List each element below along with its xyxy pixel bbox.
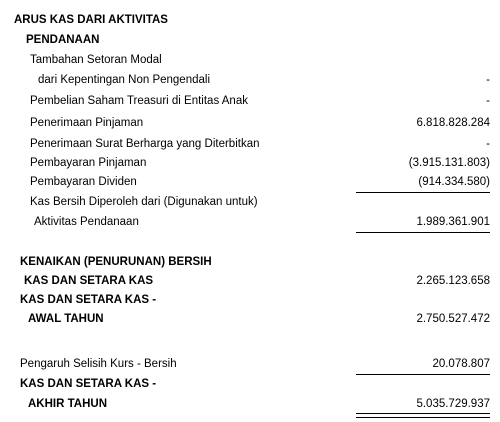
row-label: Pembelian Saham Treasuri di Entitas Anak xyxy=(30,95,248,107)
net-change-row xyxy=(0,273,500,289)
row-label: Kas Bersih Diperoleh dari (Digunakan untuk) xyxy=(30,196,258,208)
table-row xyxy=(0,174,500,190)
row-label: Pembayaran Pinjaman xyxy=(30,157,147,169)
row-value: (3.915.131.803) xyxy=(408,157,490,169)
fx-rule xyxy=(356,374,490,375)
grand-total-double-rule xyxy=(356,413,490,418)
ending-value: 5.035.729.937 xyxy=(416,398,490,410)
table-row xyxy=(0,93,500,109)
subsection-title xyxy=(0,32,500,48)
row-label: Penerimaan Surat Berharga yang Diterbitkan xyxy=(30,138,260,150)
table-row xyxy=(0,194,500,210)
table-row xyxy=(0,115,500,131)
table-row xyxy=(0,136,500,152)
net-change-value: 2.265.123.658 xyxy=(416,275,490,287)
fx-effect-value: 20.078.807 xyxy=(432,358,490,370)
fx-effect-row xyxy=(0,356,500,372)
row-label: Aktivitas Pendanaan xyxy=(34,216,139,228)
row-label: Tambahan Setoran Modal xyxy=(30,54,162,66)
table-row xyxy=(0,155,500,171)
row-label: dari Kepentingan Non Pengendali xyxy=(38,74,210,86)
row-value: (914.334.580) xyxy=(418,176,490,188)
section-title-text: ARUS KAS DARI AKTIVITAS xyxy=(14,14,168,26)
net-change-label-2: KAS DAN SETARA KAS xyxy=(24,275,154,287)
beginning-heading xyxy=(0,292,500,308)
total-rule xyxy=(356,232,490,233)
row-value: 6.818.828.284 xyxy=(416,117,490,129)
ending-label-2: AKHIR TAHUN xyxy=(28,398,108,410)
subsection-title-text: PENDANAAN xyxy=(26,34,100,46)
net-change-label: KENAIKAN (PENURUNAN) BERSIH xyxy=(20,256,212,268)
beginning-value: 2.750.527.472 xyxy=(416,313,490,325)
ending-heading xyxy=(0,376,500,392)
fx-effect-label: Pengaruh Selisih Kurs - Bersih xyxy=(20,358,177,370)
row-value: 1.989.361.901 xyxy=(416,216,490,228)
row-value: - xyxy=(486,74,490,86)
beginning-label: KAS DAN SETARA KAS - xyxy=(20,294,157,306)
row-label: Pembayaran Dividen xyxy=(30,176,137,188)
subtotal-rule xyxy=(356,192,490,193)
table-row xyxy=(0,214,500,230)
ending-row xyxy=(0,396,500,412)
net-change-heading xyxy=(0,254,500,270)
section-title xyxy=(0,12,500,28)
row-value: - xyxy=(486,95,490,107)
row-label: Penerimaan Pinjaman xyxy=(30,117,144,129)
beginning-row xyxy=(0,311,500,327)
row-value: - xyxy=(486,138,490,150)
table-row xyxy=(0,52,500,68)
table-row xyxy=(0,72,500,88)
ending-label: KAS DAN SETARA KAS - xyxy=(20,378,157,390)
beginning-label-2: AWAL TAHUN xyxy=(28,313,104,325)
